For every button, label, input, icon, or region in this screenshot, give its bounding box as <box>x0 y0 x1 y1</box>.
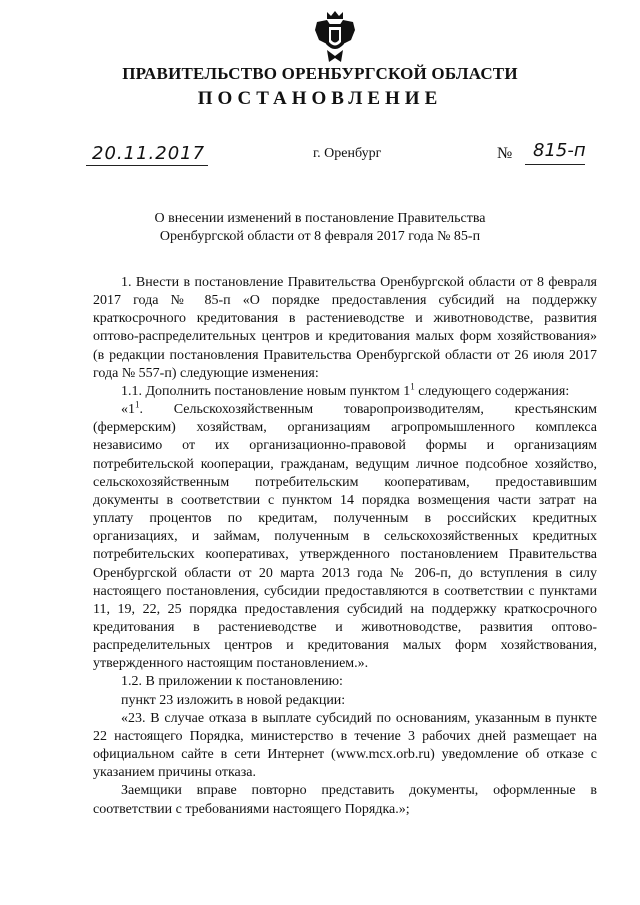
paragraph-text: «1 <box>121 402 135 418</box>
number-underline <box>525 164 585 165</box>
date-underline <box>86 165 208 166</box>
paragraph-text: . Сельскохозяйственным товаропроизводителям, крестьянским (фермерским) хозяйствам, организациям агропромышленного комплекса независимо от их организационно-правовой формы и организациям потребительской кооперации, гражданам, ведущим личное подсобное хозяйство, сельскохозяйственным потребительским кооперативам, предоставившим документы в соответствии с пунктом 14 порядка возмещения части затрат на уплату процентов по кредитам, полученным в российских кредитных организациях, и займам, полученным в сельскохозяйственных кредитных потребительских кооперативах, утвержденного постановлением Правительства Оренбургской области от 20 марта 2013 года № 206-п, до вступления в силу настоящего постановления, субсидии предоставляются в соответствии с пунктами 11, 19, 22, 25 порядка предоставления субсидий на поддержку краткосрочного кредитования в растениеводстве и животноводстве, развития оптово-распределительных центров и кредитования малых форм хозяйствования, утвержденного настоящим постановлением.». <box>93 402 597 672</box>
government-title: ПРАВИТЕЛЬСТВО ОРЕНБУРГСКОЙ ОБЛАСТИ <box>122 64 518 83</box>
paragraph: Заемщики вправе повторно представить документы, оформленные в соответствии с требованиями настоящего Порядка.»; <box>93 783 597 817</box>
paragraph-text: следующего содержания: <box>414 383 570 399</box>
superscript: 1 <box>135 399 140 410</box>
paragraph <box>93 401 597 673</box>
document-type: ПОСТАНОВЛЕНИЕ <box>197 88 443 109</box>
paragraph: 1. Внести в постановление Правительства Оренбургской области от 8 февраля 2017 года № 85-п «О порядке предоставления субсидий на поддержку краткосрочного кредитования в растениеводстве и животноводстве, развития оптово-распределительных центров и кредитования малых форм хозяйствования» (в редакции постановления Правительства Оренбургской области от 26 июля 2017 года № 557-п) следующие изменения: <box>93 275 597 381</box>
paragraph: 1.2. В приложении к постановлению: <box>121 674 343 690</box>
paragraph: пункт 23 изложить в новой редакции: <box>121 692 346 708</box>
document-date: 20.11.2017 <box>92 143 206 164</box>
paragraph-text: 1.1. Дополнить постановление новым пунктом 1 <box>121 383 411 399</box>
subject-line: Оренбургской области от 8 февраля 2017 года № 85-п <box>159 229 481 244</box>
paragraph <box>93 383 597 401</box>
document-subject <box>0 210 640 246</box>
document-body <box>93 274 597 819</box>
document-number: 815-п <box>533 140 586 161</box>
superscript: 1 <box>410 381 415 392</box>
number-sign: № <box>497 145 513 162</box>
coat-of-arms-icon <box>313 10 357 64</box>
subject-line: О внесении изменений в постановление Правительства <box>154 211 486 226</box>
document-city: г. Оренбург <box>313 146 382 161</box>
paragraph: «23. В случае отказа в выплате субсидий по основаниям, указанным в пункте 22 настоящего Порядка, министерство в течение 3 рабочих дней размещает на официальном сайте в сети Интернет (www.mcx.orb.ru) уведомление об отказе с указанием причины отказа. <box>93 710 597 781</box>
